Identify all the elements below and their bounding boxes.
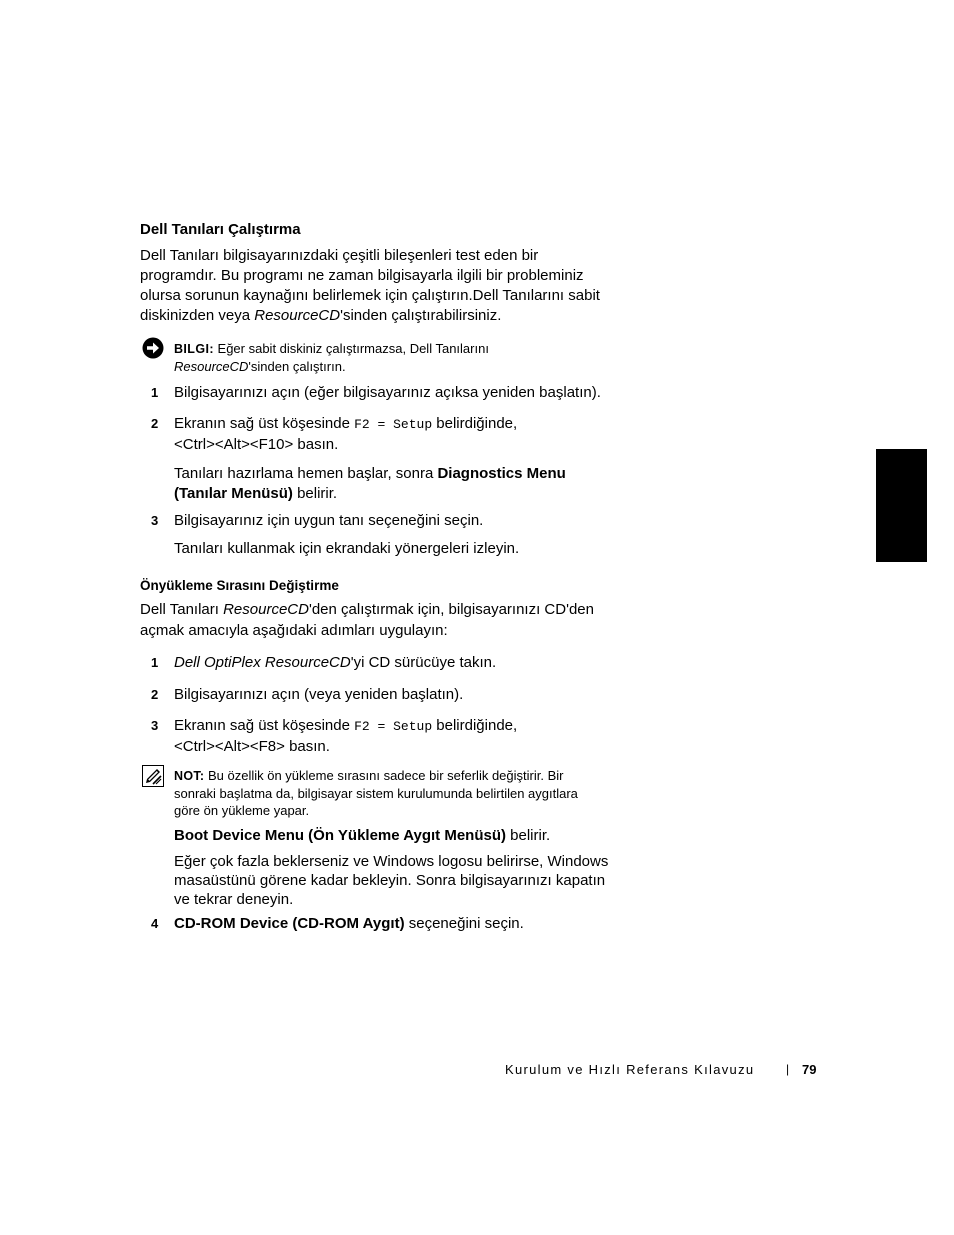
boot-menu-line: Boot Device Menu (Ön Yükleme Aygıt Menüsü) belirir. — [174, 827, 551, 844]
step-text: Ekranın sağ üst köşesinde F2 = Setup belirdiğinde, <Ctrl><Alt><F8> basın. — [174, 717, 518, 755]
step-number: 3 — [151, 513, 159, 528]
step-follow-paragraph: Tanıları hazırlama hemen başlar, sonra Diagnostics Menu (Tanılar Menüsü) belirir. — [174, 465, 566, 502]
step-text: Bilgisayarınızı açın (veya yeniden başlatın). — [174, 686, 464, 703]
step-number: 2 — [151, 687, 159, 702]
intro-paragraph: Dell Tanıları bilgisayarınızdaki çeşitli bileşenleri test eden bir programdır. Bu programı ne zaman bilgisayarla ilgili bir probleminiz olursa sorunun kaynağını belirlemek için çalıştırın.Dell Tanılarını sabit diskinizden veya ResourceCD'sinden çalıştırabilirsiniz. — [140, 247, 600, 324]
subsection-title: Önyükleme Sırasını Değiştirme — [140, 578, 339, 593]
step-number: 1 — [151, 385, 159, 400]
info-arrow-icon — [142, 337, 164, 359]
step-text: Bilgisayarınızı açın (eğer bilgisayarınız açıksa yeniden başlatın). — [174, 384, 601, 401]
chapter-tab-marker — [876, 449, 927, 562]
subsection-intro: Dell Tanıları ResourceCD'den çalıştırmak için, bilgisayarınızı CD'den açmak amacıyla aşağıdaki adımları uygulayın: — [140, 601, 594, 639]
footer-separator: | — [786, 1062, 790, 1076]
step-text: Bilgisayarınız için uygun tanı seçeneğini seçin. — [174, 512, 484, 529]
step-number: 1 — [151, 655, 159, 670]
info-note: BILGI: Eğer sabit diskiniz çalıştırmazsa, Dell Tanılarını ResourceCD'sinden çalıştırın. — [174, 341, 489, 374]
not-note: NOT: Bu özellik ön yükleme sırasını sadece bir seferlik değiştirir. Bir sonraki başlatma da, bilgisayar sistem kurulumunda belirtilen aygıtlara göre ön yükleme yapar. — [174, 768, 578, 818]
section-title: Dell Tanıları Çalıştırma — [140, 221, 301, 238]
step-follow-paragraph: Tanıları kullanmak için ekrandaki yönergeleri izleyin. — [174, 540, 520, 557]
step-number: 2 — [151, 416, 159, 431]
wait-paragraph: Eğer çok fazla beklerseniz ve Windows logosu belirirse, Windows masaüstünü görene kadar bekleyin. Sonra bilgisayarınızı kapatın ve tekrar deneyin. — [174, 853, 609, 908]
step-text: CD-ROM Device (CD-ROM Aygıt) seçeneğini seçin. — [174, 915, 524, 932]
pencil-note-icon — [142, 765, 164, 787]
step-number: 3 — [151, 718, 159, 733]
step-text: Dell OptiPlex ResourceCD'yi CD sürücüye takın. — [174, 654, 497, 671]
footer-title: Kurulum ve Hızlı Referans Kılavuzu — [505, 1062, 755, 1077]
page-number: 79 — [802, 1062, 817, 1077]
step-number: 4 — [151, 916, 159, 931]
step-text: Ekranın sağ üst köşesinde F2 = Setup belirdiğinde, <Ctrl><Alt><F10> basın. — [174, 415, 518, 453]
